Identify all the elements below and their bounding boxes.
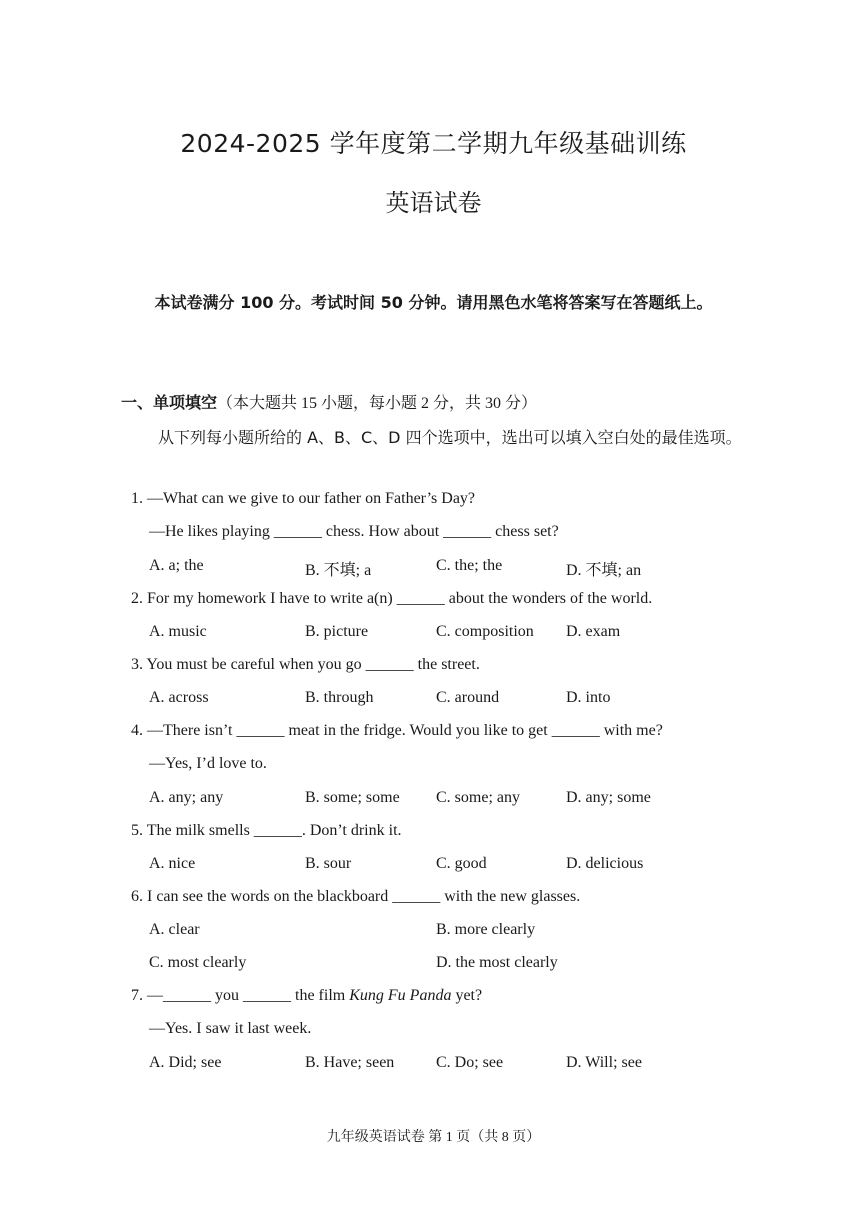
question-1-stem-line2: —He likes playing ______ chess. How about ______ chess set?	[149, 523, 559, 540]
question-7-option-c: C. Do; see	[436, 1054, 504, 1071]
question-1-option-a: A. a; the	[149, 557, 204, 574]
question-2-stem: 2. For my homework I have to write a(n) ______ about the wonders of the world.	[131, 590, 653, 607]
question-4-option-b: B. some; some	[305, 789, 400, 806]
question-7-option-d: D. Will; see	[566, 1054, 642, 1071]
question-6-option-a: A. clear	[149, 921, 200, 938]
question-6-stem: 6. I can see the words on the blackboard ______ with the new glasses.	[131, 888, 581, 905]
question-7-option-a: A. Did; see	[149, 1054, 222, 1071]
question-6-option-d: D. the most clearly	[436, 954, 558, 971]
question-2-option-c: C. composition	[436, 623, 534, 640]
question-1-option-b: B. 不填; a	[305, 562, 372, 579]
question-4-option-a: A. any; any	[149, 789, 224, 806]
question-4-stem: 4. —There isn’t ______ meat in the fridge. Would you like to get ______ with me?	[131, 722, 663, 739]
exam-subtitle: 英语试卷	[385, 189, 482, 217]
question-5-option-a: A. nice	[149, 855, 196, 872]
question-3-option-b: B. through	[305, 689, 374, 706]
question-2-option-b: B. picture	[305, 623, 369, 640]
question-4-option-c: C. some; any	[436, 789, 520, 806]
question-6-option-b: B. more clearly	[436, 921, 536, 938]
question-7-stem-end: yet?	[451, 987, 483, 1004]
question-5-option-c: C. good	[436, 855, 487, 872]
question-3-option-d: D. into	[566, 689, 611, 706]
question-6-option-c: C. most clearly	[149, 954, 247, 971]
question-1-option-c: C. the; the	[436, 557, 503, 574]
question-3-option-a: A. across	[149, 689, 209, 706]
question-7-stem-start: 7. —______ you ______ the film	[131, 987, 350, 1004]
question-7-film-title: Kung Fu Panda	[349, 987, 452, 1004]
exam-notice: 本试卷满分 100 分。考试时间 50 分钟。请用黑色水笔将答案写在答题纸上。	[154, 293, 713, 312]
section-title: 一、单项填空	[121, 393, 218, 412]
section-heading	[121, 390, 537, 413]
question-1-stem: 1. —What can we give to our father on Father’s Day?	[131, 490, 476, 507]
page-footer: 九年级英语试卷 第 1 页（共 8 页）	[326, 1130, 541, 1145]
question-2-option-d: D. exam	[566, 623, 621, 640]
question-5-option-d: D. delicious	[566, 855, 644, 872]
section-note: （本大题共 15 小题，每小题 2 分，共 30 分）	[217, 395, 538, 412]
question-7-option-b: B. Have; seen	[305, 1054, 395, 1071]
question-3-stem: 3. You must be careful when you go ______ the street.	[131, 656, 480, 673]
question-2-option-a: A. music	[149, 623, 207, 640]
question-7-stem-line2: —Yes. I saw it last week.	[149, 1020, 312, 1037]
question-5-option-b: B. sour	[305, 855, 352, 872]
section-instructions: 从下列每小题所给的 A、B、C、D 四个选项中，选出可以填入空白处的最佳选项。	[158, 428, 742, 447]
question-4-stem-line2: —Yes, I’d love to.	[149, 755, 267, 772]
question-3-option-c: C. around	[436, 689, 500, 706]
question-5-stem: 5. The milk smells ______. Don’t drink it.	[131, 822, 402, 839]
question-1-option-d: D. 不填; an	[566, 562, 642, 579]
question-4-option-d: D. any; some	[566, 789, 651, 806]
question-7-stem	[131, 987, 482, 1005]
exam-title: 2024-2025 学年度第二学期九年级基础训练	[180, 129, 687, 158]
